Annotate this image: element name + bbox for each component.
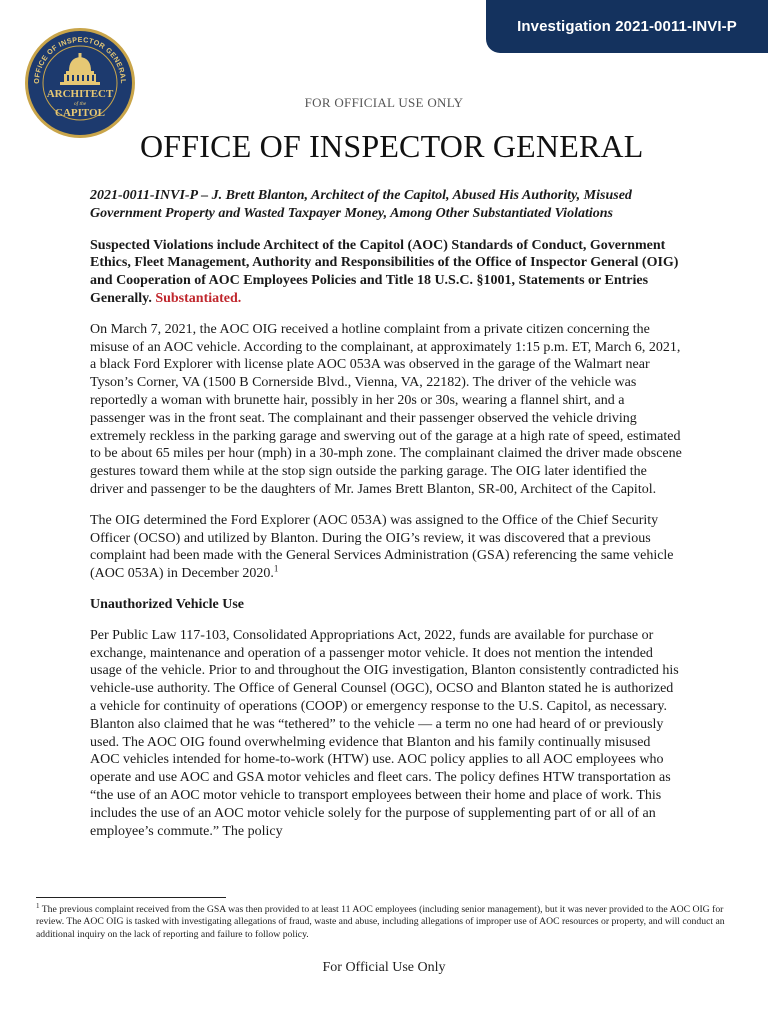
fouo-footer-label: For Official Use Only	[322, 960, 446, 975]
svg-text:OFFICE OF INSPECTOR GENERAL: OFFICE OF INSPECTOR GENERAL	[31, 34, 129, 84]
substantiated-status: Substantiated.	[155, 290, 242, 306]
paragraph-public-law: Per Public Law 117-103, Consolidated Appropriations Act, 2022, funds are available for purchase or exchange, maintenance and operation of a passenger motor vehicle. It does not mention the intended usage of the vehicle. Prior to and throughout the OIG investigation, Blanton consistently contradicted his vehicle-use authority. The Office of General Counsel (OGC), OCSO and Blanton stated he is authorized a vehicle for continuity of operations (COOP) or emergency response to the U.S. Capitol, as necessary. Blanton also claimed that he was “tethered” to the vehicle — a term no one had heard of or previously used. The AOC OIG found overwhelming evidence that Blanton and his family continually misused AOC vehicles intended for home-to-work (HTW) use. AOC policy applies to all AOC employees who operate and use AOC and GSA motor vehicles and fleet cars. The policy defines HTW transportation as “the use of an AOC motor vehicle to transport employees between their home and place of work. This includes the use of an AOC motor vehicle solely for the purpose of supplementing part of or all of an employee’s commute.” The policy	[90, 627, 679, 839]
section-heading: Unauthorized Vehicle Use	[90, 596, 244, 612]
footnote-number: 1	[36, 901, 40, 910]
document-body	[90, 187, 682, 853]
svg-text:CAPITOL: CAPITOL	[55, 107, 105, 119]
paragraph-vehicle-assignment-text: The OIG determined the Ford Explorer (AOC 053A) was assigned to the Office of the Chief Security Officer (OCSO) and utilized by Blanton. During the OIG’s review, it was discovered that a previous complaint had been made with the General Services Administration (GSA) referencing the same vehicle (AOC 053A) in December 2020.	[90, 512, 674, 582]
footnote-text: The previous complaint received from the GSA was then provided to at least 11 AOC employees (including senior management), but it was never provided to the AOC OIG for review. The AOC OIG is tasked with investigating allegations of fraud, waste and abuse, including allegations of improper use of AOC resources or property, and will conduct an additional inquiry on the lack of reporting and failure to follow policy.	[36, 904, 725, 940]
aoc-oig-seal-logo	[24, 27, 136, 139]
paragraph-complaint: On March 7, 2021, the AOC OIG received a hotline complaint from a private citizen concerning the misuse of an AOC vehicle. According to the complainant, at approximately 1:15 p.m. ET, March 6, 2021, a black Ford Explorer with license plate AOC 053A was observed in the garage of the Walmart near Tyson’s Corner, VA (1500 B Cornerside Blvd., Vienna, VA, 22182). The driver of the vehicle was reportedly a woman with brunette hair, possibly in her 20s or 30s, wearing a flannel shirt, and a passenger was in the front seat. The complainant and their passenger observed the vehicle driving extremely reckless in the parking garage and swerving out of the garage at a high rate of speed, estimated to be about 65 miles per hour (mph) in a 30-mph zone. The complainant claimed the driver made obscene gestures toward them while at the stop sign outside the parking garage. The OIG later identified the driver and passenger to be the daughters of Mr. James Brett Blanton, SR-00, Architect of the Capitol.	[90, 321, 682, 497]
svg-text:of the: of the	[73, 101, 87, 107]
suspected-violations	[90, 237, 682, 308]
office-title: OFFICE OF INSPECTOR GENERAL	[140, 128, 644, 164]
svg-text:ARCHITECT: ARCHITECT	[46, 88, 114, 100]
suspected-violations-text: Suspected Violations include Architect of the Capitol (AOC) Standards of Conduct, Government Ethics, Fleet Management, Authority and Responsibilities of the Office of Inspector General (OIG) and Cooperation of AOC Employees Policies and Title 18 U.S.C. §1001, Statements or Entries Generally.	[90, 237, 679, 306]
paragraph-vehicle-assignment	[90, 512, 682, 583]
footnote-divider	[36, 897, 226, 898]
investigation-number-badge	[486, 0, 768, 53]
fouo-header-label: FOR OFFICIAL USE ONLY	[304, 95, 464, 110]
footnote	[36, 901, 736, 941]
investigation-number-label: Investigation 2021-0011-INVI-P	[517, 18, 737, 35]
document-subtitle: 2021-0011-INVI-P – J. Brett Blanton, Architect of the Capitol, Abused His Authority, Misused Government Property and Wasted Taxpayer Money, Among Other Substantiated Violations	[90, 188, 632, 221]
footnote-ref: 1	[273, 563, 279, 574]
